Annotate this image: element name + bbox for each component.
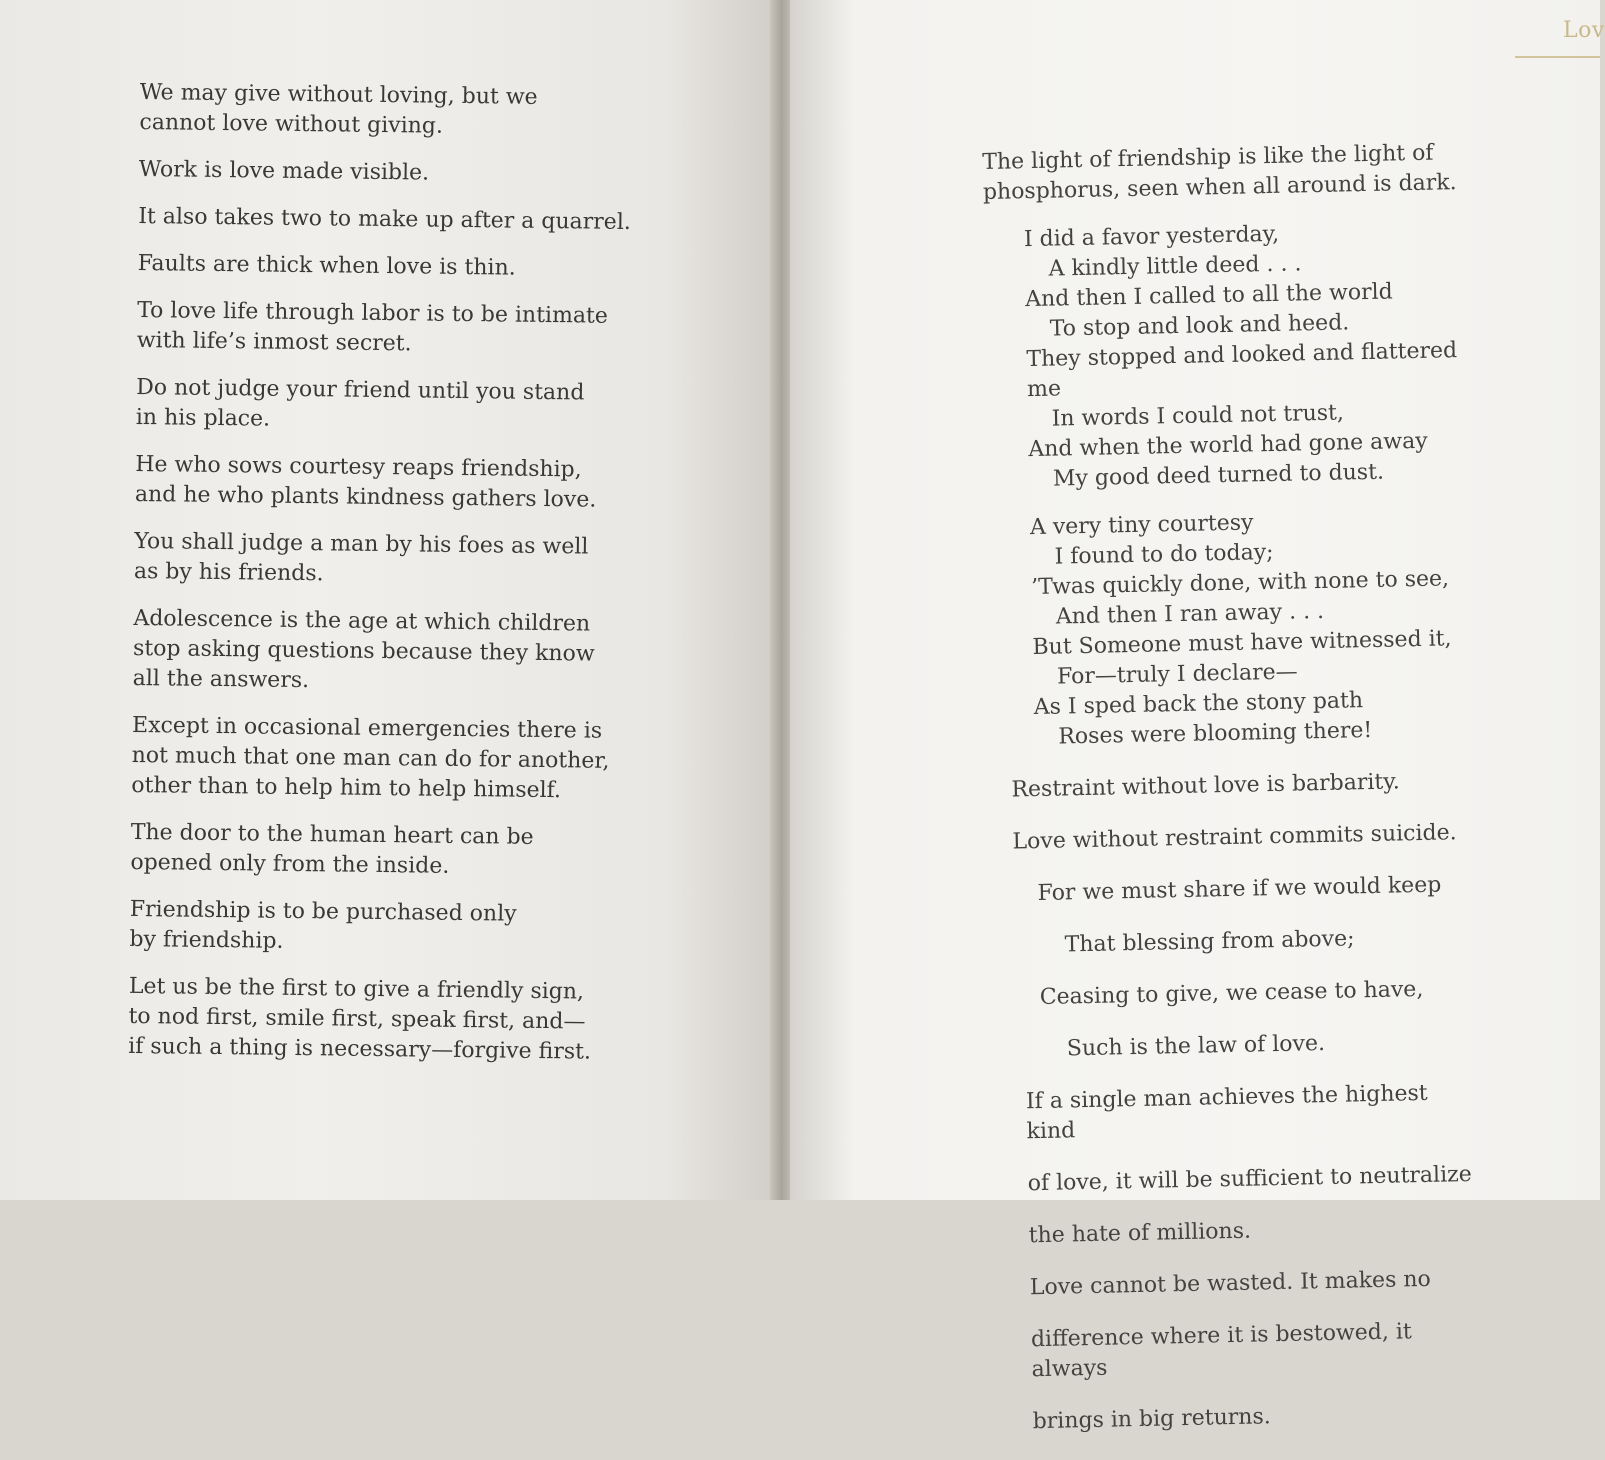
quote-line: by friendship.: [129, 926, 284, 954]
quote: [137, 296, 658, 362]
poem-line: For—truly I declare—: [1056, 659, 1298, 690]
poem-stanza-2: [1030, 504, 1475, 753]
quote: [131, 711, 652, 807]
poem-line: I found to do today;: [1054, 539, 1274, 570]
quote-line: Work is love made visible.: [138, 156, 430, 186]
poem-line: Ceasing to give, we cease to have,: [1039, 976, 1424, 1010]
quote-line: as by his friends.: [133, 558, 324, 587]
quote-line: other than to help him to help himself.: [131, 772, 562, 804]
quote-line: stop asking questions because they know: [132, 635, 595, 667]
quote-line: The light of friendship is like the light of: [982, 140, 1434, 175]
poem-line: And when the world had gone away: [1028, 428, 1428, 463]
quote-line: Faults are thick when love is thin.: [137, 250, 516, 281]
quote-line: The door to the human heart can be: [130, 819, 534, 850]
quote-line: He who sows courtesy reaps friendship,: [135, 451, 582, 483]
poem-line: Such is the law of love.: [1066, 1031, 1326, 1062]
right-page-text: [982, 138, 1489, 1460]
quote-line: It also takes two to make up after a quarrel.: [138, 203, 631, 236]
quote-line: brings in big returns.: [1032, 1404, 1271, 1435]
share-verse: [1037, 870, 1481, 1065]
quote-line: You shall judge a man by his foes as well: [134, 528, 589, 560]
quote-line: Do not judge your friend until you stand: [136, 374, 585, 406]
quote-line: difference where it is bestowed, it always: [1030, 1319, 1412, 1383]
quote-line: and he who plants kindness gathers love.: [134, 481, 597, 513]
quote-line: phosphorus, seen when all around is dark.: [982, 170, 1457, 205]
quote-line: We may give without loving, but we: [139, 79, 538, 110]
poem-line: In words I could not trust,: [1051, 400, 1345, 432]
quote-line: cannot love without giving.: [139, 109, 444, 139]
poem-line: And then I ran away . . .: [1055, 598, 1325, 630]
quote: [130, 818, 651, 884]
poem-line: They stopped and looked and flattered me: [1026, 338, 1458, 403]
love-wasted-quote: [1030, 1264, 1489, 1438]
quote-line: if such a thing is necessary—forgive first.: [128, 1033, 592, 1065]
poem-line: As I sped back the stony path: [1033, 688, 1364, 721]
quote-line: all the answers.: [132, 665, 310, 694]
poem-stanza-1: [1024, 216, 1470, 495]
quote-line: To love life through labor is to be intimate: [137, 297, 609, 329]
quote-line: Friendship is to be purchased only: [129, 896, 517, 927]
poem-line: Roses were blooming there!: [1058, 717, 1373, 750]
poem-line: That blessing from above;: [1064, 926, 1355, 958]
poem-line: And then I called to all the world: [1024, 279, 1393, 313]
quote: [138, 202, 658, 238]
quote-line: Restraint without love is barbarity.: [1011, 769, 1401, 803]
quote-line: Except in occasional emergencies there is: [131, 712, 603, 744]
quote: [128, 972, 649, 1068]
quote-line: If a single man achieves the highest kind: [1025, 1080, 1428, 1145]
quote: [136, 373, 657, 439]
quote-line: the hate of millions.: [1028, 1218, 1252, 1249]
intro-quote: [982, 138, 1463, 208]
quote-line: with life’s inmost secret.: [136, 327, 412, 357]
quote-line: Love cannot be wasted. It makes no: [1029, 1266, 1432, 1301]
quote-line: not much that one man can do for another,: [131, 742, 610, 774]
poem-line: A kindly little deed . . .: [1048, 251, 1302, 282]
poem-line: A very tiny courtesy: [1029, 510, 1254, 541]
quote-line: in his place.: [135, 404, 271, 432]
poem-line: To stop and look and heed.: [1049, 310, 1350, 342]
quote-line: Let us be the first to give a friendly sign,: [128, 973, 585, 1005]
quote-line: to nod first, smile first, speak first, and—: [128, 1003, 586, 1035]
left-page-text: [128, 78, 660, 1085]
running-head-rule: [1515, 56, 1600, 58]
quote: [132, 604, 653, 700]
single-man-quote: [1026, 1078, 1485, 1252]
poem-line: My good deed turned to dust.: [1052, 459, 1385, 492]
quote: [134, 527, 655, 593]
quote-line: opened only from the inside.: [130, 849, 450, 879]
poem-line: For we must share if we would keep: [1037, 872, 1442, 906]
poem-line: ’Twas quickly done, with none to see,: [1030, 566, 1450, 601]
restraint-quote: [1011, 766, 1477, 858]
quote: [129, 895, 650, 961]
quote: [139, 78, 660, 144]
running-head: Lov: [1563, 18, 1605, 43]
quote-line: Love without restraint commits suicide.: [1012, 820, 1457, 855]
quote-line: of love, it will be sufficient to neutralize: [1027, 1161, 1472, 1197]
quote-line: Adolescence is the age at which children: [133, 605, 591, 637]
quote: [139, 155, 659, 191]
quote: [135, 450, 656, 516]
quote: [138, 249, 658, 285]
poem-line: I did a favor yesterday,: [1023, 221, 1280, 253]
poem-line: But Someone must have witnessed it,: [1032, 626, 1452, 661]
